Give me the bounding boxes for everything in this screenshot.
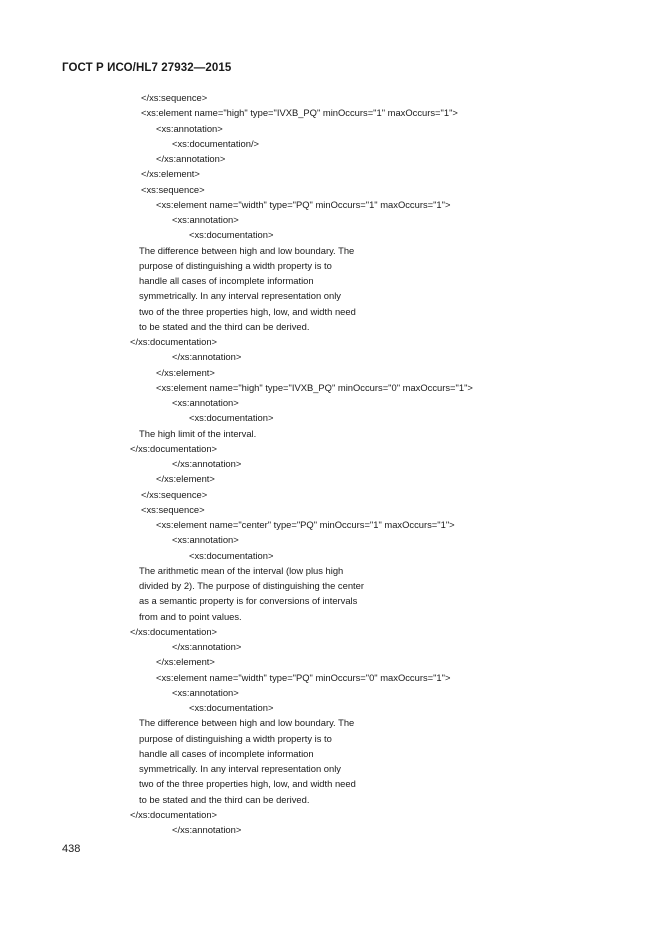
document-line: two of the three properties high, low, and width need [139, 305, 356, 317]
document-line: </xs:documentation> [130, 442, 218, 454]
document-line: <xs:sequence> [141, 503, 205, 515]
document-line: <xs:documentation> [189, 549, 274, 561]
document-line: symmetrically. In any interval representation only [139, 290, 341, 302]
document-line: </xs:sequence> [141, 488, 208, 500]
document-line: The difference between high and low boundary. The [139, 717, 355, 729]
document-line: <xs:element name="high" type="IVXB_PQ" minOccurs="0" maxOccurs="1"> [156, 381, 473, 393]
document-line: divided by 2). The purpose of distinguishing the center [139, 580, 364, 591]
document-line: </xs:annotation> [172, 641, 242, 652]
document-line: </xs:annotation> [172, 824, 242, 835]
document-line: </xs:annotation> [156, 153, 226, 164]
document-line: <xs:documentation/> [172, 137, 260, 149]
document-line: The difference between high and low boundary. The [139, 244, 355, 256]
document-line: <xs:annotation> [172, 397, 239, 408]
document-line: </xs:element> [156, 366, 215, 378]
document-line: to be stated and the third can be derived. [139, 320, 310, 332]
document-line: handle all cases of incomplete information [139, 747, 314, 759]
document-line: <xs:element name="width" type="PQ" minOccurs="1" maxOccurs="1"> [156, 198, 451, 210]
document-line: two of the three properties high, low, and width need [139, 778, 356, 790]
document-line: </xs:element> [141, 168, 200, 180]
document-line: <xs:annotation> [172, 686, 239, 698]
document-line: The arithmetic mean of the interval (low plus high [139, 564, 344, 576]
page-number: 438 [62, 843, 81, 855]
document-line: </xs:documentation> [130, 336, 218, 347]
document-line: </xs:element> [156, 473, 215, 485]
document-line: purpose of distinguishing a width property is to [139, 732, 332, 744]
document-line: <xs:documentation> [189, 412, 274, 424]
document-line: </xs:annotation> [172, 351, 242, 363]
document-line: from and to point values. [139, 610, 242, 622]
document-line: <xs:element name="high" type="IVXB_PQ" minOccurs="1" maxOccurs="1"> [141, 107, 458, 119]
document-line: as a semantic property is for conversions of intervals [139, 595, 358, 607]
document-line: </xs:annotation> [172, 458, 242, 469]
document-line: purpose of distinguishing a width property is to [139, 259, 332, 271]
document-line: <xs:annotation> [156, 122, 223, 134]
document-line: handle all cases of incomplete information [139, 275, 314, 286]
document-line: <xs:documentation> [189, 702, 274, 713]
document-line: symmetrically. In any interval representation only [139, 763, 341, 774]
document-line: <xs:annotation> [172, 534, 239, 546]
document-line: </xs:element> [156, 656, 215, 668]
document-line: to be stated and the third can be derived. [139, 793, 310, 805]
document-line: The high limit of the interval. [139, 427, 257, 439]
document-line: <xs:annotation> [172, 214, 239, 225]
document-line: </xs:documentation> [130, 808, 218, 820]
document-line: </xs:sequence> [141, 92, 208, 103]
document-line: <xs:sequence> [141, 183, 205, 195]
document-line: </xs:documentation> [130, 625, 218, 637]
document-line: <xs:element name="center" type="PQ" minOccurs="1" maxOccurs="1"> [156, 519, 455, 530]
document-line: <xs:documentation> [189, 229, 274, 241]
page-header-standard-code: ГОСТ Р ИСО/HL7 27932—2015 [62, 62, 232, 74]
document-line: <xs:element name="width" type="PQ" minOccurs="0" maxOccurs="1"> [156, 671, 451, 683]
